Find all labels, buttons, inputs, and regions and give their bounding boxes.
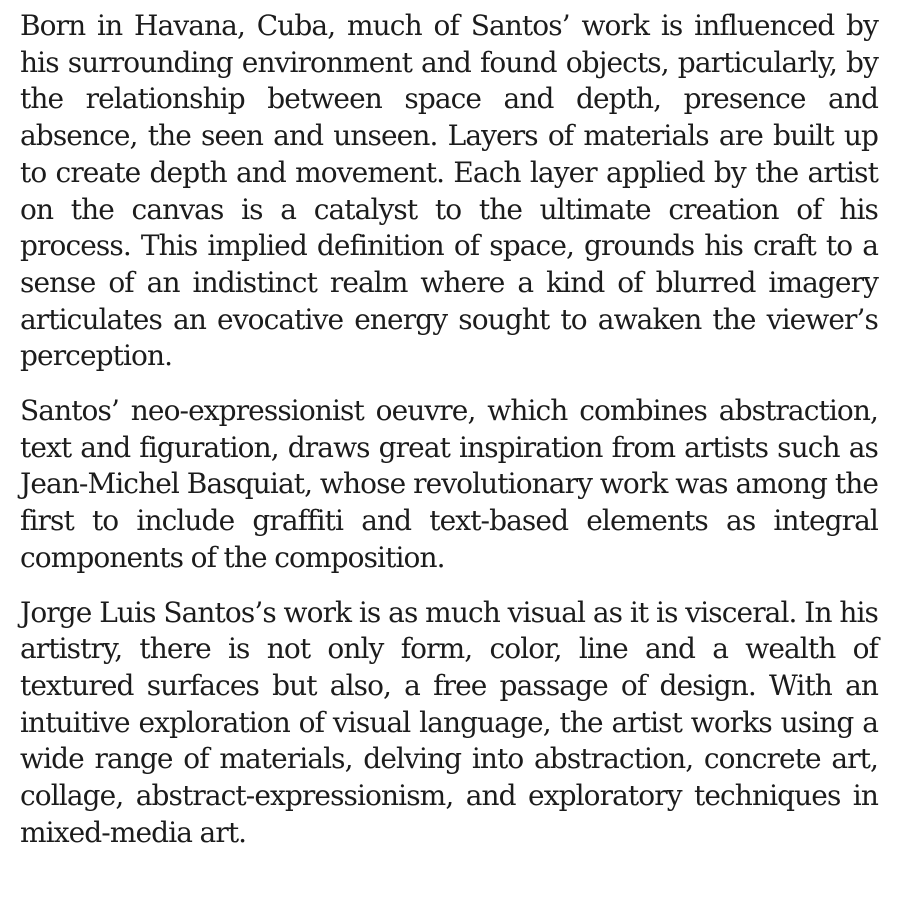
paragraph-2: Santos’ neo-expressionist oeuvre, which combines abstraction, text and figuration, draws great inspiration from artists such as Jean-Michel Basquiat, whose revolutionary work was among the first to include graffiti and text-based elements as integral components of the composition. [20, 394, 878, 574]
paragraph-1: Born in Havana, Cuba, much of Santos’ work is influenced by his surrounding environment and found objects, particularly, by the relationship between space and depth, presence and absence, the seen and unseen. Layers of materials are built up to create depth and movement. Each layer applied by the artist on the canvas is a catalyst to the ultimate creation of his process. This implied definition of space, grounds his craft to a sense of an indistinct realm where a kind of blurred imagery articulates an evocative energy sought to awaken the viewer’s perception. [20, 9, 878, 373]
paragraph-3: Jorge Luis Santos’s work is as much visual as it is visceral. In his artistry, there is not only form, color, line and a wealth of textured surfaces but also, a free passage of design. With an intuitive exploration of visual language, the artist works using a wide range of materials, delving into abstraction, concrete art, collage, abstract-expressionism, and exploratory techniques in mixed-media art. [20, 595, 878, 849]
article-body [20, 8, 878, 851]
